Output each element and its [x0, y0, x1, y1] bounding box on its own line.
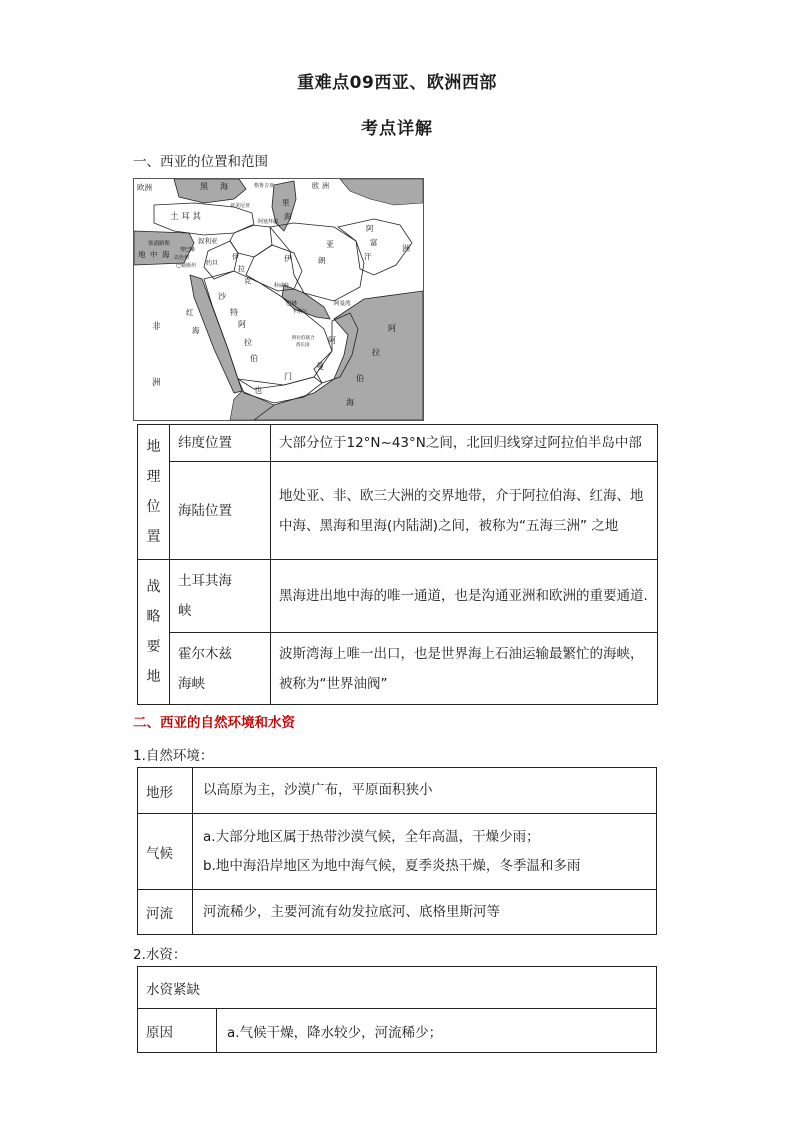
svg-text:伊: 伊 — [232, 253, 239, 261]
west-asia-map — [133, 178, 424, 421]
environment-table — [137, 767, 657, 935]
svg-text:特: 特 — [230, 308, 238, 317]
row-desc-latitude: 大部分位于12°N~43°N之间，北回归线穿过阿拉伯半岛中部 — [271, 425, 658, 462]
svg-text:克: 克 — [244, 277, 251, 285]
svg-text:海: 海 — [162, 250, 170, 259]
svg-text:红: 红 — [186, 308, 194, 317]
category-geographic-location: 地 理 位 置 — [138, 425, 170, 560]
svg-text:拉: 拉 — [244, 338, 252, 347]
row-value-terrain: 以高原为主，沙漠广布，平原面积狭小 — [193, 768, 657, 814]
row-value-climate: a.大部分地区属于热带沙漠气候，全年高温，干燥少雨； b.地中海沿岸地区为地中海气候，夏季炎热干燥，冬季温和多雨 — [193, 814, 657, 890]
svg-text:汗: 汗 — [364, 252, 372, 261]
category-strategic-places: 战 略 要 地 — [138, 560, 170, 705]
water-table — [137, 966, 657, 1053]
svg-text:洲: 洲 — [322, 182, 329, 190]
svg-text:约旦: 约旦 — [206, 260, 219, 267]
svg-text:阿曼湾: 阿曼湾 — [334, 301, 351, 307]
svg-text:阿塞拜疆: 阿塞拜疆 — [258, 219, 279, 225]
svg-text:拉: 拉 — [372, 348, 380, 357]
svg-text:巴林: 巴林 — [286, 301, 298, 307]
row-label-reason: 原因 — [138, 1009, 217, 1053]
svg-text:也: 也 — [254, 386, 262, 395]
svg-text:阿: 阿 — [238, 320, 246, 329]
svg-text:海: 海 — [346, 398, 354, 407]
svg-text:黎巴嫩: 黎巴嫩 — [180, 247, 196, 253]
section-heading-environment: 二、西亚的自然环境和水资 — [133, 715, 295, 731]
svg-text:亚美尼亚: 亚美尼亚 — [230, 203, 251, 209]
svg-text:洲: 洲 — [402, 244, 410, 253]
row-label-rivers: 河流 — [138, 890, 193, 935]
row-value-reason: a.气候干燥，降水较少，河流稀少； — [217, 1009, 657, 1053]
subheading-natural-environment: 1.自然环境： — [133, 748, 214, 764]
page-title: 重难点09西亚、欧洲西部 — [297, 73, 497, 93]
svg-text:拉: 拉 — [238, 265, 245, 273]
svg-text:塞浦路斯: 塞浦路斯 — [148, 241, 171, 247]
svg-text:门: 门 — [284, 372, 292, 381]
svg-text:巴勒斯坦: 巴勒斯坦 — [176, 263, 197, 269]
svg-text:地: 地 — [138, 250, 146, 259]
row-desc-turkish-straits: 黑海进出地中海的唯一通道，也是沟通亚洲和欧洲的重要通道. — [271, 560, 658, 633]
water-header: 水资紧缺 — [138, 967, 657, 1009]
row-value-rivers: 河流稀少，主要河流有幼发拉底河、底格里斯河等 — [193, 890, 657, 935]
svg-text:亚: 亚 — [326, 240, 334, 249]
svg-text:海: 海 — [192, 326, 200, 335]
svg-text:伯: 伯 — [250, 354, 258, 363]
svg-text:伯: 伯 — [356, 374, 364, 383]
subheading-water-resources: 2.水资： — [133, 947, 187, 963]
svg-text:曼: 曼 — [316, 362, 324, 371]
svg-text:阿: 阿 — [388, 324, 396, 333]
svg-text:非: 非 — [152, 322, 161, 332]
location-table — [137, 424, 658, 705]
svg-text:酋长国: 酋长国 — [296, 343, 310, 348]
svg-text:格鲁吉亚: 格鲁吉亚 — [254, 183, 275, 189]
svg-text:中: 中 — [150, 250, 158, 259]
svg-text:伊: 伊 — [284, 254, 292, 263]
svg-text:叙利亚: 叙利亚 — [198, 237, 218, 245]
row-label-hormuz: 霍尔木兹 海峡 — [170, 633, 271, 705]
svg-text:沙: 沙 — [218, 292, 226, 301]
svg-text:海: 海 — [220, 182, 228, 191]
svg-text:朗: 朗 — [318, 256, 326, 265]
svg-text:里: 里 — [282, 198, 290, 207]
row-label-turkish-straits: 土耳其海 峡 — [170, 560, 271, 633]
row-label-latitude: 纬度位置 — [170, 425, 271, 462]
svg-text:海: 海 — [284, 212, 292, 221]
row-label-land-sea: 海陆位置 — [170, 462, 271, 560]
svg-text:科威特: 科威特 — [274, 283, 290, 289]
svg-text:富: 富 — [370, 238, 378, 247]
svg-text:以色列: 以色列 — [174, 255, 190, 261]
svg-text:阿: 阿 — [366, 224, 374, 233]
page-subtitle: 考点详解 — [361, 119, 433, 139]
svg-text:黑: 黑 — [200, 182, 208, 191]
map-label-turkey: 土 耳 其 — [170, 212, 201, 222]
row-desc-land-sea: 地处亚、非、欧三大洲的交界地带，介于阿拉伯海、红海、地 中海、黑海和里海(内陆湖)之间，被称为“五海三洲” 之地 — [271, 462, 658, 560]
map-label-europe: 欧洲 — [137, 183, 152, 192]
row-desc-hormuz: 波斯湾海上唯一出口，也是世界海上石油运输最繁忙的海峡， 被称为“世界油阀” — [271, 633, 658, 705]
row-label-terrain: 地形 — [138, 768, 193, 814]
svg-text:卡塔尔: 卡塔尔 — [292, 309, 308, 315]
svg-text:欧: 欧 — [312, 182, 319, 190]
svg-text:洲: 洲 — [152, 378, 161, 388]
svg-text:阿: 阿 — [328, 336, 336, 345]
svg-text:阿拉伯联合: 阿拉伯联合 — [292, 336, 315, 341]
section-heading-location: 一、西亚的位置和范围 — [133, 154, 268, 170]
row-label-climate: 气候 — [138, 814, 193, 890]
